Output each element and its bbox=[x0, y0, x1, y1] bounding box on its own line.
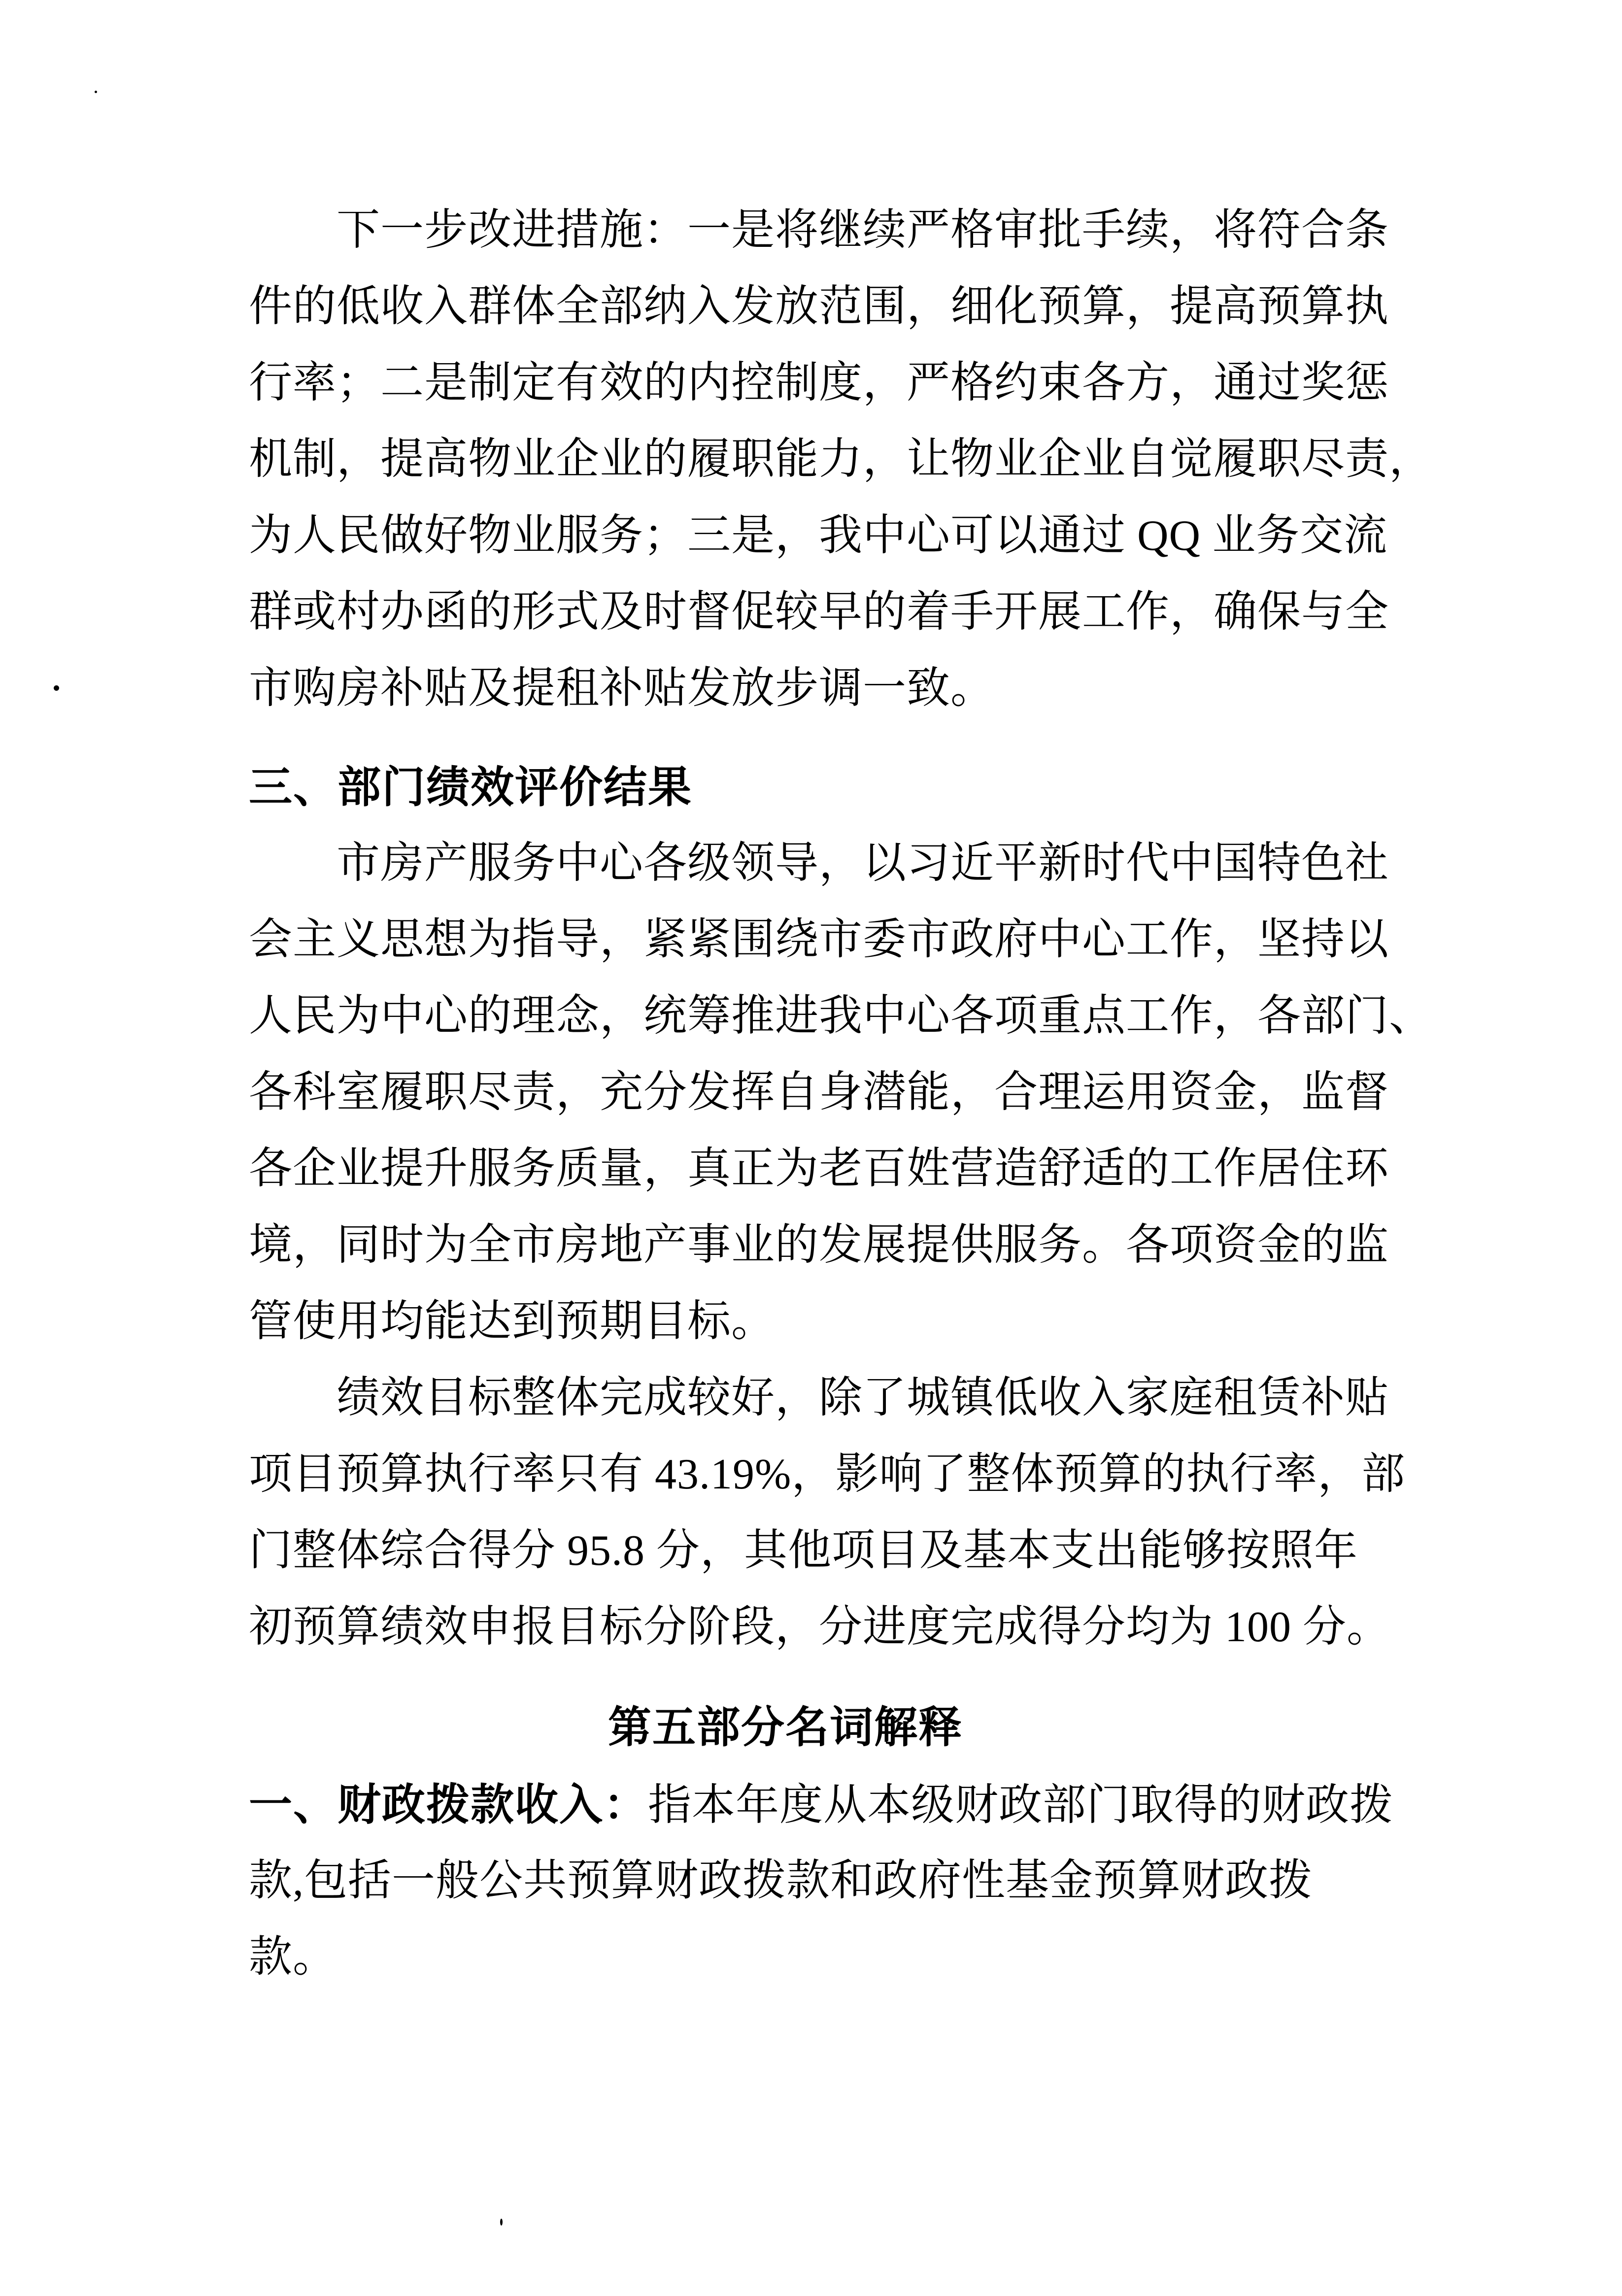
part5-glossary-heading: 第五部分名词解释 bbox=[608, 1704, 963, 1752]
score-paragraph-line: 门整体综合得分 95.8 分，其他项目及基本支出能够按照年 bbox=[249, 1527, 1358, 1575]
evaluation-paragraph-line: 会主义思想为指导，紧紧围绕市委市政府中心工作，坚持以 bbox=[249, 916, 1389, 964]
score-paragraph-line: 初预算绩效申报目标分阶段，分进度完成得分均为 100 分。 bbox=[249, 1603, 1391, 1651]
scan-speck bbox=[54, 685, 59, 691]
improvement-paragraph-line: 市购房补贴及提租补贴发放步调一致。 bbox=[249, 665, 995, 712]
improvement-paragraph-line: 机制，提高物业企业的履职能力，让物业企业自觉履职尽责， bbox=[249, 436, 1433, 483]
evaluation-paragraph-line: 市房产服务中心各级领导，以习近平新时代中国特色社 bbox=[337, 840, 1389, 887]
improvement-paragraph-line: 为人民做好物业服务；三是，我中心可以通过 QQ 业务交流 bbox=[249, 512, 1388, 560]
scan-speck bbox=[95, 91, 97, 93]
score-paragraph-line: 项目预算执行率只有 43.19%，影响了整体预算的执行率，部 bbox=[249, 1451, 1406, 1498]
scan-speck bbox=[500, 2219, 503, 2226]
evaluation-paragraph-line: 各企业提升服务质量，真正为老百姓营造舒适的工作居住环 bbox=[249, 1145, 1389, 1193]
evaluation-paragraph-line: 人民为中心的理念，统筹推进我中心各项重点工作，各部门、 bbox=[249, 992, 1433, 1040]
definition-paragraph-line: 款,包括一般公共预算财政拨款和政府性基金预算财政拨 bbox=[249, 1857, 1313, 1905]
improvement-paragraph-line: 群或村办函的形式及时督促较早的着手开展工作，确保与全 bbox=[249, 588, 1389, 636]
document-text-block bbox=[249, 192, 1433, 1995]
score-paragraph-line: 绩效目标整体完成较好，除了城镇低收入家庭租赁补贴 bbox=[337, 1374, 1389, 1422]
evaluation-paragraph-line: 各科室履职尽责，充分发挥自身潜能，合理运用资金，监督 bbox=[249, 1069, 1389, 1116]
definition-paragraph-line: 款。 bbox=[249, 1933, 337, 1981]
definition-paragraph-line bbox=[249, 1766, 1392, 1843]
definition-term-text: 指本年度从本级财政部门取得的财政拨 bbox=[648, 1782, 1394, 1829]
improvement-paragraph-line: 行率；二是制定有效的内控制度，严格约束各方，通过奖惩 bbox=[249, 359, 1389, 407]
definition-term-label: 一、财政拨款收入： bbox=[249, 1780, 648, 1829]
improvement-paragraph-line: 件的低收入群体全部纳入发放范围，细化预算，提高预算执 bbox=[249, 283, 1389, 331]
section-heading-performance-evaluation: 三、部门绩效评价结果 bbox=[249, 763, 693, 811]
evaluation-paragraph-line: 管使用均能达到预期目标。 bbox=[249, 1298, 776, 1346]
improvement-paragraph-line: 下一步改进措施：一是将继续严格审批手续，将符合条 bbox=[337, 206, 1389, 254]
evaluation-paragraph-line: 境，同时为全市房地产事业的发展提供服务。各项资金的监 bbox=[249, 1221, 1389, 1269]
